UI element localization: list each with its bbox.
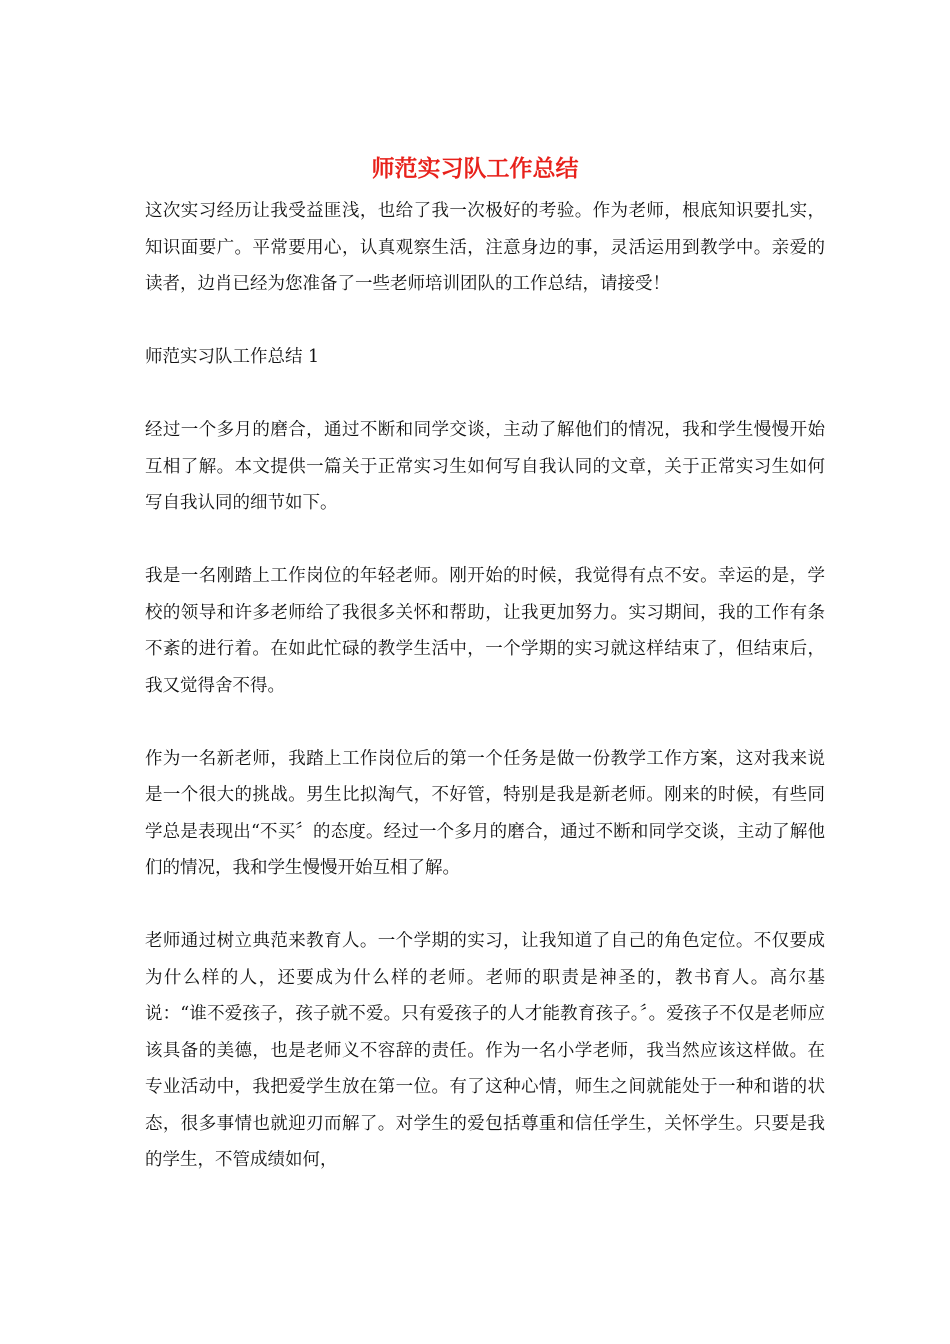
paragraph: 老师通过树立典范来教育人。一个学期的实习，让我知道了自己的角色定位。不仅要成为什么样的人，还要成为什么样的老师。老师的职责是神圣的，教书育人。高尔基说：“谁不爱孩子，孩子就不爱。只有爱孩子的人才能教育孩子。〞。爱孩子不仅是老师应该具备的美德，也是老师义不容辞的责任。作为一名小学老师，我当然应该这样做。在专业活动中，我把爱学生放在第一位。有了这种心情，师生之间就能处于一种和谐的状态，很多事情也就迎刃而解了。对学生的爱包括尊重和信任学生，关怀学生。只要是我的学生，不管成绩如何， xyxy=(145,931,825,1170)
document-body xyxy=(145,193,825,1179)
paragraph: 我是一名刚踏上工作岗位的年轻老师。刚开始的时候，我觉得有点不安。幸运的是，学校的领导和许多老师给了我很多关怀和帮助，让我更加努力。实习期间，我的工作有条不紊的进行着。在如此忙碌的教学生活中，一个学期的实习就这样结束了，但结束后，我又觉得舍不得。 xyxy=(145,566,825,696)
section-heading: 师范实习队工作总结 1 xyxy=(145,347,320,367)
paragraph: 经过一个多月的磨合，通过不断和同学交谈，主动了解他们的情况，我和学生慢慢开始互相了解。本文提供一篇关于正常实习生如何写自我认同的文章，关于正常实习生如何写自我认同的细节如下。 xyxy=(145,420,825,513)
paragraph: 作为一名新老师，我踏上工作岗位后的第一个任务是做一份教学工作方案，这对我来说是一个很大的挑战。男生比拟淘气，不好管，特别是我是新老师。刚来的时候，有些同学总是表现出“不买〞的态度。经过一个多月的磨合，通过不断和同学交谈，主动了解他们的情况，我和学生慢慢开始互相了解。 xyxy=(145,748,825,878)
document-title: 师范实习队工作总结 xyxy=(371,155,579,182)
paragraph-intro: 这次实习经历让我受益匪浅，也给了我一次极好的考验。作为老师，根底知识要扎实，知识面要广。平常要用心，认真观察生活，注意身边的事，灵活运用到教学中。亲爱的读者，边肖已经为您准备了一些老师培训团队的工作总结，请接受！ xyxy=(145,201,825,294)
